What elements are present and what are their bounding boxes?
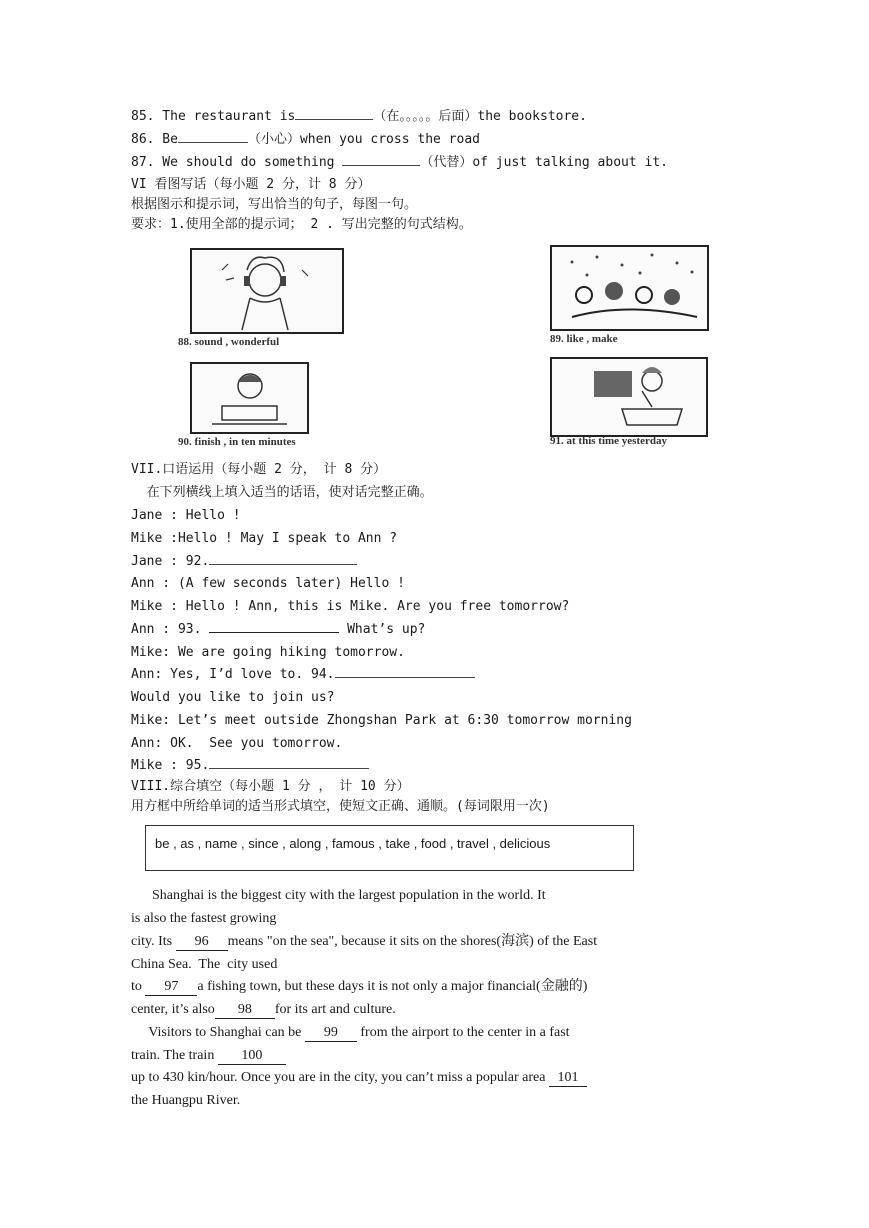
passage-text: from the airport to the center in a fast — [356, 1025, 570, 1040]
passage-text: center, it’s also — [131, 1002, 215, 1017]
blank-96[interactable]: 96 — [176, 933, 228, 951]
q87-hint: （代替）of just talking about it. — [420, 155, 668, 170]
section-7-title: VII.口语运用（每小题 2 分， 计 8 分） — [131, 462, 387, 477]
picture-89 — [550, 245, 709, 331]
caption-89: 89. like , make — [550, 333, 618, 345]
question-86 — [131, 131, 480, 148]
q85-blank[interactable] — [295, 119, 373, 120]
dialogue-line-10: Mike: Let’s meet outside Zhongshan Park at 6:30 tomorrow morning — [131, 713, 632, 728]
q92-blank[interactable] — [209, 564, 357, 565]
question-85 — [131, 108, 587, 125]
passage-text: means "on the sea", because it sits on the shores(海滨) of the East — [227, 934, 598, 949]
q87-text: 87. We should do something — [131, 155, 343, 170]
dialogue-line-4: Ann : (A few seconds later) Hello ! — [131, 576, 405, 591]
dialogue-line-1: Jane : Hello ! — [131, 508, 241, 523]
dialogue-line-2: Mike :Hello ! May I speak to Ann ? — [131, 531, 398, 546]
passage-text: up to 430 kin/hour. Once you are in the city, you can’t miss a popular area — [131, 1070, 549, 1085]
passage-line-8 — [131, 1047, 286, 1065]
caption-88: 88. sound , wonderful — [178, 336, 280, 348]
passage-line-4: China Sea. The city used — [131, 957, 278, 972]
blank-100[interactable]: 100 — [218, 1047, 286, 1065]
passage-line-7 — [131, 1024, 570, 1042]
q94-text: Ann: Yes, I’d love to. 94. — [131, 667, 335, 682]
q85-text: 85. The restaurant is — [131, 109, 296, 124]
q93-text: Ann : 93. — [131, 622, 210, 637]
q95-text: Mike : 95. — [131, 758, 210, 773]
passage-line-5 — [131, 978, 587, 996]
blank-97[interactable]: 97 — [145, 978, 197, 996]
passage-line-9 — [131, 1069, 587, 1087]
blank-98[interactable]: 98 — [215, 1001, 275, 1019]
girl-writing-icon — [192, 364, 307, 432]
picture-91 — [550, 357, 708, 437]
passage-text: to — [131, 979, 146, 994]
q85-hint: （在。。。。。后面）the bookstore. — [373, 109, 587, 124]
q95-blank[interactable] — [209, 768, 369, 769]
dialogue-line-12 — [131, 757, 369, 774]
passage-line-1: Shanghai is the biggest city with the largest population in the world. It — [131, 888, 546, 903]
section-6-instruction: 根据图示和提示词，写出恰当的句子，每图一句。 — [131, 197, 418, 212]
question-87 — [131, 154, 668, 171]
passage-line-6 — [131, 1001, 396, 1019]
section-8-title: VIII.综合填空（每小题 1 分 ， 计 10 分） — [131, 779, 410, 794]
dialogue-line-11: Ann: OK. See you tomorrow. — [131, 736, 343, 751]
passage-line-2: is also the fastest growing — [131, 911, 277, 926]
passage-text: a fishing town, but these days it is not only a major financial(金融的) — [197, 979, 588, 994]
section-8-instruction: 用方框中所给单词的适当形式填空，使短文正确、通顺。(每词限用一次) — [131, 799, 550, 814]
dialogue-line-8 — [131, 666, 475, 683]
section-6-requirements: 要求：1.使用全部的提示词； 2 . 写出完整的句式结构。 — [131, 217, 472, 232]
q92-text: Jane : 92. — [131, 554, 210, 569]
passage-line-3 — [131, 933, 597, 951]
q86-blank[interactable] — [178, 142, 248, 143]
section-6-title: VI 看图写话（每小题 2 分，计 8 分） — [131, 177, 371, 192]
kids-snowman-icon — [552, 247, 707, 329]
passage-text: for its art and culture. — [274, 1002, 396, 1017]
q86-hint: （小心）when you cross the road — [247, 132, 480, 147]
passage-text: city. Its — [131, 934, 176, 949]
dialogue-line-6 — [131, 621, 425, 638]
dialogue-line-7: Mike: We are going hiking tomorrow. — [131, 645, 405, 660]
picture-88 — [190, 248, 344, 334]
dialogue-line-5: Mike : Hello ! Ann, this is Mike. Are you free tomorrow? — [131, 599, 570, 614]
q94-blank[interactable] — [335, 677, 475, 678]
boy-cooking-icon — [552, 359, 706, 435]
dialogue-line-9: Would you like to join us? — [131, 690, 335, 705]
blank-101[interactable]: 101 — [549, 1069, 587, 1087]
blank-99[interactable]: 99 — [305, 1024, 357, 1042]
dialogue-line-3 — [131, 553, 357, 570]
word-box: be , as , name , since , along , famous , take , food , travel , delicious — [145, 825, 634, 871]
caption-91: 91. at this time yesterday — [550, 435, 668, 447]
q87-blank[interactable] — [342, 165, 420, 166]
section-7-instruction: 在下列横线上填入适当的话语，使对话完整正确。 — [131, 485, 433, 500]
caption-90: 90. finish , in ten minutes — [178, 436, 296, 448]
q93-tail: What’s up? — [339, 622, 426, 637]
girl-listening-icon — [192, 250, 342, 332]
q93-blank[interactable] — [209, 632, 339, 633]
picture-90 — [190, 362, 309, 434]
passage-line-10: the Huangpu River. — [131, 1093, 241, 1108]
passage-text: train. The train — [131, 1048, 218, 1063]
q86-text: 86. Be — [131, 132, 178, 147]
passage-text: Visitors to Shanghai can be — [131, 1025, 305, 1040]
